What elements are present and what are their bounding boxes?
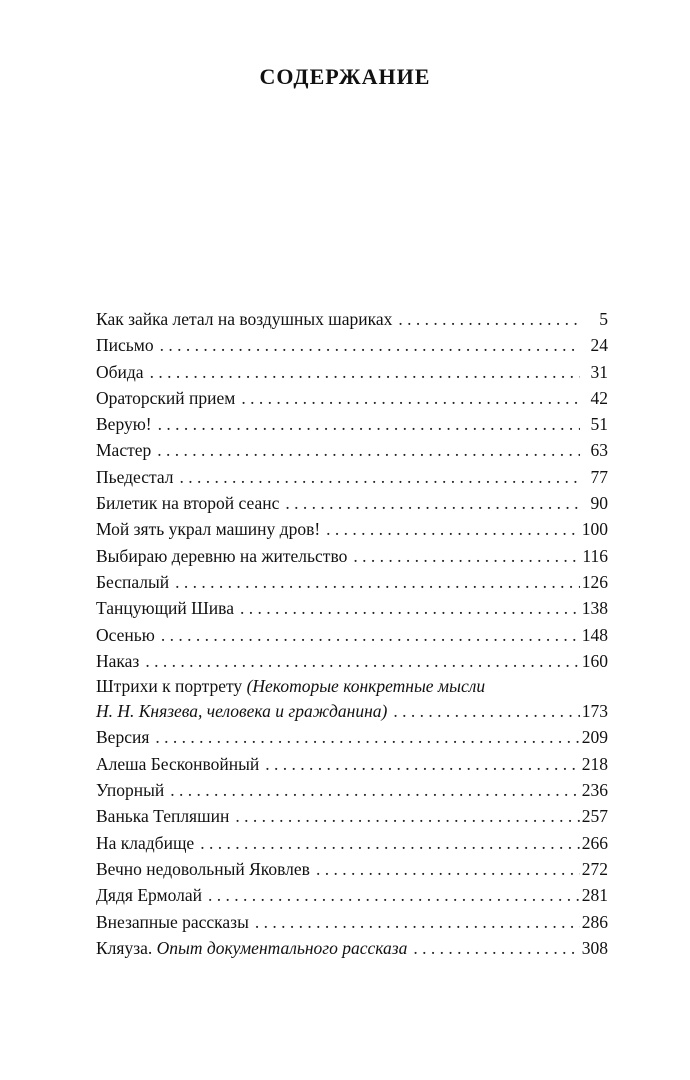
toc-entry-title: Билетик на второй сеанс <box>96 493 280 514</box>
toc-entry <box>96 595 608 621</box>
toc-entry <box>96 882 608 908</box>
dot-leader <box>169 569 580 595</box>
toc-entry-title: Письмо <box>96 335 154 356</box>
dot-leader <box>407 935 580 961</box>
toc-entry <box>96 332 608 358</box>
toc-entry-page: 116 <box>582 545 608 566</box>
toc-entry-title: Ванька Тепляшин <box>96 806 230 827</box>
dot-leader <box>347 543 580 569</box>
toc-entry <box>96 830 608 856</box>
toc-entry-page: 148 <box>581 624 608 645</box>
toc-entry-page: 31 <box>590 361 608 382</box>
toc-entry-page: 5 <box>599 309 608 329</box>
toc-entry <box>96 856 608 882</box>
page-title: СОДЕРЖАНИЕ <box>259 64 431 89</box>
toc-entry-page: 218 <box>581 753 608 774</box>
dot-leader <box>259 751 580 777</box>
toc-entry-title: Дядя Ермолай <box>96 885 202 906</box>
toc-entry-main-title: Штрихи к портрету <box>96 676 243 697</box>
dot-leader <box>144 359 580 385</box>
dot-leader <box>194 830 580 856</box>
toc-entry-page: 63 <box>590 440 608 461</box>
dot-leader <box>234 595 580 621</box>
toc-entry <box>96 803 608 829</box>
dot-leader <box>229 803 580 829</box>
dot-leader <box>202 882 580 908</box>
toc-entry-title: Мастер <box>96 440 152 461</box>
dot-leader <box>249 909 580 935</box>
toc-entry-page: 173 <box>581 701 608 722</box>
toc-entry <box>96 569 608 595</box>
dot-leader <box>139 648 580 674</box>
dot-leader <box>392 306 580 332</box>
dot-leader <box>320 516 580 542</box>
toc-entry-page: 90 <box>590 493 608 514</box>
toc-entry-page: 51 <box>590 414 608 435</box>
toc-entry <box>96 385 608 411</box>
dot-leader <box>155 622 580 648</box>
toc-entry <box>96 674 608 698</box>
toc-entry-page: 209 <box>581 727 608 748</box>
dot-leader <box>310 856 580 882</box>
toc-entry-title: Танцующий Шива <box>96 598 234 619</box>
dot-leader <box>387 698 580 724</box>
toc-entry-title: Как зайка летал на воздушных шариках <box>96 309 393 329</box>
toc-entry <box>96 543 608 569</box>
toc-entry <box>96 909 608 935</box>
toc-entry <box>96 777 608 803</box>
dot-leader <box>279 490 580 516</box>
toc-entry-title: Версия <box>96 727 150 748</box>
toc-entry-title: Осенью <box>96 624 155 645</box>
toc-entry-title: Наказ <box>96 650 140 671</box>
toc-entry-title <box>96 674 485 698</box>
toc-entry-page: 272 <box>581 858 608 879</box>
toc-entry-title: Выбираю деревню на жительство <box>96 545 348 566</box>
toc-entry-page: 281 <box>581 885 608 906</box>
toc-entry <box>96 490 608 516</box>
toc-entry <box>96 306 608 332</box>
toc-entry <box>96 411 608 437</box>
toc-entry <box>96 648 608 674</box>
toc-entry-page: 160 <box>581 650 608 671</box>
toc-entry-title: Ораторский прием <box>96 387 236 408</box>
toc-entry-title: Вечно недовольный Яковлев <box>96 858 310 879</box>
toc-entry-page: 126 <box>581 571 608 592</box>
toc-entry-page: 77 <box>590 466 608 487</box>
toc-entry <box>96 935 608 961</box>
toc-entry-title: Алеша Бесконвойный <box>96 753 260 774</box>
toc-entry-page: 138 <box>581 598 608 619</box>
toc-entry-title: Пьедестал <box>96 466 174 487</box>
toc-entry-title: Беспалый <box>96 571 170 592</box>
toc-entry <box>96 516 608 542</box>
dot-leader <box>149 724 580 750</box>
toc-entry <box>96 622 608 648</box>
toc-entry-subtitle: Н. Н. Князева, человека и гражданина) <box>96 701 388 722</box>
toc-entry-page: 236 <box>581 780 608 801</box>
toc-entry-page: 257 <box>581 806 608 827</box>
dot-leader <box>151 437 580 463</box>
toc-entry-subtitle: (Некоторые конкретные мысли <box>246 676 486 697</box>
dot-leader <box>174 464 580 490</box>
dot-leader <box>164 777 580 803</box>
toc-entry-title: Внезапные рассказы <box>96 911 249 932</box>
toc-entry-subtitle: Опыт документального рассказа <box>156 937 408 958</box>
toc-entry <box>96 724 608 750</box>
toc-entry-page: 100 <box>581 519 608 540</box>
toc-entry-title <box>96 935 407 961</box>
table-of-contents <box>96 306 608 961</box>
toc-entry-page: 308 <box>581 937 608 958</box>
toc-entry-page: 42 <box>590 387 608 408</box>
toc-entry-title: Упорный <box>96 780 165 801</box>
toc-entry-title: Мой зять украл машину дров! <box>96 519 321 540</box>
toc-entry <box>96 751 608 777</box>
dot-leader <box>235 385 580 411</box>
toc-entry-page: 266 <box>581 832 608 853</box>
toc-entry-page: 24 <box>590 335 608 356</box>
toc-entry-title: Обида <box>96 361 144 382</box>
toc-entry-continuation <box>96 698 608 724</box>
toc-entry-main-title: Кляуза. <box>96 937 153 958</box>
dot-leader <box>154 332 580 358</box>
toc-entry <box>96 464 608 490</box>
toc-entry <box>96 437 608 463</box>
toc-entry-title: На кладбище <box>96 832 195 853</box>
toc-entry <box>96 359 608 385</box>
toc-entry-title: Верую! <box>96 414 152 435</box>
toc-entry-page: 286 <box>581 911 608 932</box>
dot-leader <box>152 411 580 437</box>
